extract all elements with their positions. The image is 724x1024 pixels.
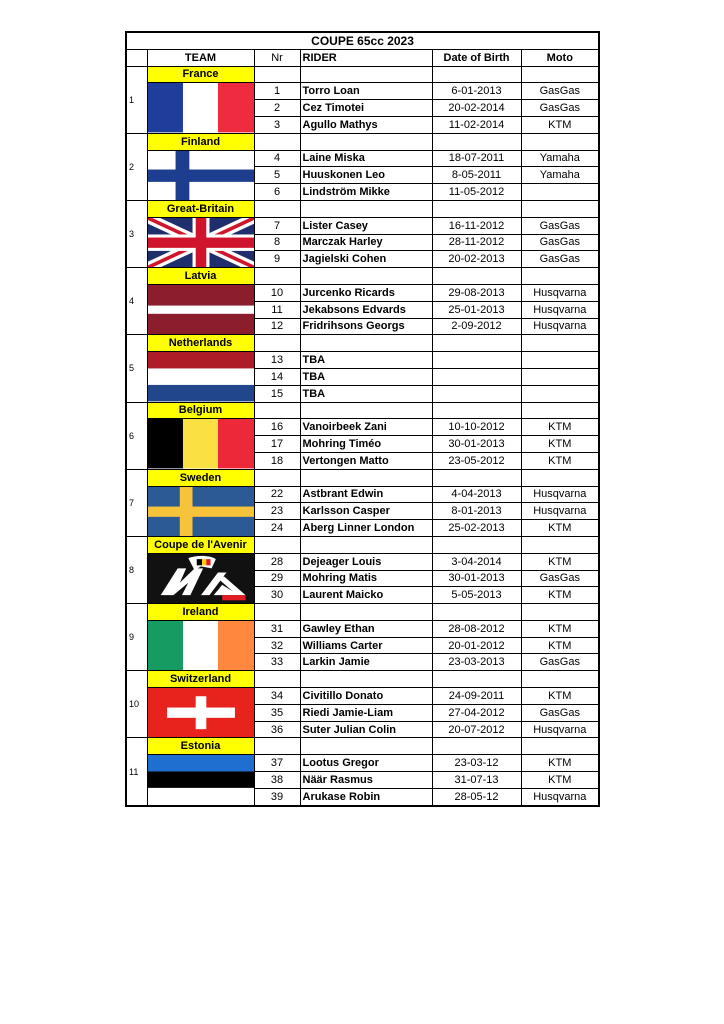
team-row-rider-blank [300, 469, 432, 486]
team-row-moto-blank [521, 335, 599, 352]
rider-moto: KTM [521, 436, 599, 453]
rider-moto: Husqvarna [521, 721, 599, 738]
switzerland-flag [147, 688, 254, 738]
finland-flag [147, 150, 254, 200]
team-index: 4 [126, 268, 147, 335]
switzerland-flag-image [148, 688, 254, 737]
entry-list-sheet [125, 31, 598, 807]
rider-dob: 23-03-2013 [432, 654, 521, 671]
rider-name: Mohring Timéo [300, 436, 432, 453]
rider-name: Astbrant Edwin [300, 486, 432, 503]
rider-moto: KTM [521, 755, 599, 772]
rider-number: 33 [254, 654, 300, 671]
team-name: Belgium [147, 402, 254, 419]
team-row-nr-blank [254, 133, 300, 150]
netherlands-flag-image [148, 352, 254, 401]
header-moto: Moto [521, 49, 599, 66]
rider-dob: 10-10-2012 [432, 419, 521, 436]
team-row-rider-blank [300, 738, 432, 755]
rider-number: 8 [254, 234, 300, 251]
rider-moto: GasGas [521, 251, 599, 268]
team-row-rider-blank [300, 66, 432, 83]
rider-moto: KTM [521, 553, 599, 570]
rider-dob [432, 385, 521, 402]
team-row-dob-blank [432, 200, 521, 217]
rider-moto: Husqvarna [521, 284, 599, 301]
team-index: 1 [126, 66, 147, 133]
rider-dob: 25-02-2013 [432, 520, 521, 537]
netherlands-flag [147, 352, 254, 402]
rider-moto: Yamaha [521, 150, 599, 167]
team-row [126, 66, 599, 83]
rider-number: 10 [254, 284, 300, 301]
rider-number: 24 [254, 520, 300, 537]
rider-row [126, 217, 599, 234]
team-row-nr-blank [254, 66, 300, 83]
rider-moto: GasGas [521, 704, 599, 721]
rider-dob: 4-04-2013 [432, 486, 521, 503]
team-row-moto-blank [521, 604, 599, 621]
rider-row [126, 83, 599, 100]
rider-moto: GasGas [521, 654, 599, 671]
rider-name: Huuskonen Leo [300, 167, 432, 184]
rider-moto: KTM [521, 772, 599, 789]
belgium-flag-image [148, 419, 254, 468]
rider-name: Gawley Ethan [300, 620, 432, 637]
team-row-nr-blank [254, 268, 300, 285]
rider-dob: 23-05-2012 [432, 452, 521, 469]
sheet-title: COUPE 65cc 2023 [126, 32, 599, 49]
rider-moto: KTM [521, 520, 599, 537]
rider-moto: KTM [521, 452, 599, 469]
rider-dob: 20-07-2012 [432, 721, 521, 738]
header-team: TEAM [147, 49, 254, 66]
rider-name: Fridrihsons Georgs [300, 318, 432, 335]
team-row [126, 268, 599, 285]
team-index: 8 [126, 536, 147, 603]
rider-dob: 28-08-2012 [432, 620, 521, 637]
entry-list-table [125, 31, 600, 807]
rider-number: 2 [254, 100, 300, 117]
team-row-moto-blank [521, 402, 599, 419]
rider-number: 32 [254, 637, 300, 654]
rider-name: TBA [300, 368, 432, 385]
rider-row [126, 419, 599, 436]
rider-number: 17 [254, 436, 300, 453]
rider-dob: 28-11-2012 [432, 234, 521, 251]
team-name: Netherlands [147, 335, 254, 352]
team-row-moto-blank [521, 268, 599, 285]
team-row-dob-blank [432, 66, 521, 83]
team-row [126, 335, 599, 352]
rider-number: 23 [254, 503, 300, 520]
rider-name: Williams Carter [300, 637, 432, 654]
team-row [126, 469, 599, 486]
rider-number: 4 [254, 150, 300, 167]
rider-name: Aberg Linner London [300, 520, 432, 537]
rider-row [126, 284, 599, 301]
rider-moto: Husqvarna [521, 503, 599, 520]
team-index: 2 [126, 133, 147, 200]
rider-name: Cez Timotei [300, 100, 432, 117]
team-index: 9 [126, 604, 147, 671]
rider-number: 30 [254, 587, 300, 604]
rider-moto: GasGas [521, 100, 599, 117]
rider-moto: GasGas [521, 570, 599, 587]
rider-dob [432, 368, 521, 385]
rider-dob: 29-08-2013 [432, 284, 521, 301]
team-index: 10 [126, 671, 147, 738]
rider-number: 22 [254, 486, 300, 503]
team-name: Great-Britain [147, 200, 254, 217]
rider-moto [521, 184, 599, 201]
rider-number: 35 [254, 704, 300, 721]
team-name: Finland [147, 133, 254, 150]
team-row [126, 536, 599, 553]
great-britain-flag [147, 217, 254, 267]
rider-row [126, 553, 599, 570]
team-row-moto-blank [521, 133, 599, 150]
team-row-moto-blank [521, 200, 599, 217]
team-index: 3 [126, 200, 147, 267]
team-index: 5 [126, 335, 147, 402]
rider-name: Laurent Maicko [300, 587, 432, 604]
rider-dob: 2-09-2012 [432, 318, 521, 335]
team-row-moto-blank [521, 738, 599, 755]
rider-dob: 31-07-13 [432, 772, 521, 789]
rider-name: Larkin Jamie [300, 654, 432, 671]
rider-moto: GasGas [521, 217, 599, 234]
rider-dob: 25-01-2013 [432, 301, 521, 318]
estonia-flag [147, 755, 254, 806]
rider-dob: 23-03-12 [432, 755, 521, 772]
france-flag [147, 83, 254, 133]
rider-number: 5 [254, 167, 300, 184]
team-row-dob-blank [432, 469, 521, 486]
team-row-rider-blank [300, 133, 432, 150]
rider-number: 29 [254, 570, 300, 587]
header-rider: RIDER [300, 49, 432, 66]
rider-number: 36 [254, 721, 300, 738]
team-name: Sweden [147, 469, 254, 486]
rider-name: Marczak Harley [300, 234, 432, 251]
rider-dob: 24-09-2011 [432, 688, 521, 705]
team-row-rider-blank [300, 402, 432, 419]
rider-number: 3 [254, 116, 300, 133]
rider-number: 37 [254, 755, 300, 772]
team-row-nr-blank [254, 200, 300, 217]
rider-number: 7 [254, 217, 300, 234]
team-row [126, 671, 599, 688]
team-row-moto-blank [521, 66, 599, 83]
team-row [126, 133, 599, 150]
rider-name: Lister Casey [300, 217, 432, 234]
team-row-dob-blank [432, 402, 521, 419]
rider-number: 39 [254, 788, 300, 805]
rider-number: 12 [254, 318, 300, 335]
team-row [126, 402, 599, 419]
team-name: Coupe de l'Avenir [147, 536, 254, 553]
rider-name: Lindström Mikke [300, 184, 432, 201]
sweden-flag [147, 486, 254, 536]
team-name: France [147, 66, 254, 83]
rider-name: Karlsson Casper [300, 503, 432, 520]
rider-number: 9 [254, 251, 300, 268]
rider-moto: GasGas [521, 83, 599, 100]
header-index-blank [126, 49, 147, 66]
rider-dob: 27-04-2012 [432, 704, 521, 721]
rider-moto [521, 385, 599, 402]
header-dob: Date of Birth [432, 49, 521, 66]
rider-name: Lootus Gregor [300, 755, 432, 772]
rider-dob: 30-01-2013 [432, 570, 521, 587]
rider-row [126, 688, 599, 705]
rider-moto: Yamaha [521, 167, 599, 184]
rider-row [126, 150, 599, 167]
rider-name: Torro Loan [300, 83, 432, 100]
header-row [126, 49, 599, 66]
rider-name: Jurcenko Ricards [300, 284, 432, 301]
team-row-rider-blank [300, 536, 432, 553]
team-name: Estonia [147, 738, 254, 755]
belgium-flag [147, 419, 254, 469]
team-row-nr-blank [254, 671, 300, 688]
rider-row [126, 352, 599, 369]
rider-dob: 28-05-12 [432, 788, 521, 805]
coupe-avenir-logo [147, 553, 254, 603]
ireland-flag [147, 620, 254, 670]
team-row [126, 604, 599, 621]
rider-name: Agullo Mathys [300, 116, 432, 133]
team-row [126, 738, 599, 755]
rider-moto: Husqvarna [521, 318, 599, 335]
rider-number: 31 [254, 620, 300, 637]
rider-dob: 20-02-2013 [432, 251, 521, 268]
rider-number: 28 [254, 553, 300, 570]
rider-name: Laine Miska [300, 150, 432, 167]
team-row-dob-blank [432, 335, 521, 352]
rider-name: Vanoirbeek Zani [300, 419, 432, 436]
rider-moto: KTM [521, 419, 599, 436]
title-row [126, 32, 599, 49]
team-row-rider-blank [300, 268, 432, 285]
rider-dob: 8-01-2013 [432, 503, 521, 520]
rider-number: 13 [254, 352, 300, 369]
team-row-nr-blank [254, 738, 300, 755]
rider-number: 6 [254, 184, 300, 201]
rider-name: Civitillo Donato [300, 688, 432, 705]
team-row-rider-blank [300, 335, 432, 352]
rider-name: Arukase Robin [300, 788, 432, 805]
finland-flag-image [148, 151, 254, 200]
team-row-nr-blank [254, 536, 300, 553]
team-row-nr-blank [254, 604, 300, 621]
team-row-nr-blank [254, 402, 300, 419]
team-row-rider-blank [300, 604, 432, 621]
rider-dob: 11-02-2014 [432, 116, 521, 133]
rider-dob: 30-01-2013 [432, 436, 521, 453]
rider-moto [521, 352, 599, 369]
rider-dob [432, 352, 521, 369]
table-body [126, 66, 599, 806]
rider-dob: 18-07-2011 [432, 150, 521, 167]
team-row-dob-blank [432, 268, 521, 285]
rider-name: Jagielski Cohen [300, 251, 432, 268]
rider-name: Jekabsons Edvards [300, 301, 432, 318]
team-index: 11 [126, 738, 147, 806]
team-row-dob-blank [432, 604, 521, 621]
rider-number: 16 [254, 419, 300, 436]
team-row-rider-blank [300, 671, 432, 688]
coupe-avenir-logo-image [148, 554, 254, 603]
team-row-dob-blank [432, 738, 521, 755]
rider-number: 38 [254, 772, 300, 789]
rider-moto: Husqvarna [521, 486, 599, 503]
latvia-flag-image [148, 285, 254, 334]
rider-moto: KTM [521, 587, 599, 604]
team-index: 6 [126, 402, 147, 469]
team-name: Ireland [147, 604, 254, 621]
latvia-flag [147, 284, 254, 334]
rider-dob: 16-11-2012 [432, 217, 521, 234]
rider-number: 34 [254, 688, 300, 705]
rider-number: 18 [254, 452, 300, 469]
rider-dob: 5-05-2013 [432, 587, 521, 604]
great-britain-flag-image [148, 218, 254, 267]
rider-moto [521, 368, 599, 385]
rider-row [126, 620, 599, 637]
rider-name: Suter Julian Colin [300, 721, 432, 738]
team-row-moto-blank [521, 536, 599, 553]
rider-moto: Husqvarna [521, 301, 599, 318]
team-row-dob-blank [432, 133, 521, 150]
rider-dob: 20-02-2014 [432, 100, 521, 117]
rider-name: Vertongen Matto [300, 452, 432, 469]
rider-dob: 8-05-2011 [432, 167, 521, 184]
team-row-nr-blank [254, 469, 300, 486]
rider-name: TBA [300, 385, 432, 402]
ireland-flag-image [148, 621, 254, 670]
rider-moto: Husqvarna [521, 788, 599, 805]
rider-row [126, 486, 599, 503]
rider-dob: 11-05-2012 [432, 184, 521, 201]
rider-moto: GasGas [521, 234, 599, 251]
rider-name: Näär Rasmus [300, 772, 432, 789]
sweden-flag-image [148, 487, 254, 536]
rider-moto: KTM [521, 620, 599, 637]
rider-name: Mohring Matis [300, 570, 432, 587]
rider-name: Riedi Jamie-Liam [300, 704, 432, 721]
team-row-moto-blank [521, 671, 599, 688]
team-row [126, 200, 599, 217]
team-row-dob-blank [432, 536, 521, 553]
rider-moto: KTM [521, 637, 599, 654]
header-nr: Nr [254, 49, 300, 66]
team-row-dob-blank [432, 671, 521, 688]
rider-dob: 20-01-2012 [432, 637, 521, 654]
team-row-moto-blank [521, 469, 599, 486]
france-flag-image [148, 83, 254, 132]
estonia-flag-image [148, 755, 254, 804]
team-name: Switzerland [147, 671, 254, 688]
rider-moto: KTM [521, 688, 599, 705]
rider-number: 11 [254, 301, 300, 318]
rider-dob: 3-04-2014 [432, 553, 521, 570]
team-row-rider-blank [300, 200, 432, 217]
team-name: Latvia [147, 268, 254, 285]
rider-moto: KTM [521, 116, 599, 133]
rider-name: Dejeager Louis [300, 553, 432, 570]
rider-name: TBA [300, 352, 432, 369]
rider-row [126, 755, 599, 772]
rider-dob: 6-01-2013 [432, 83, 521, 100]
team-index: 7 [126, 469, 147, 536]
rider-number: 15 [254, 385, 300, 402]
team-row-nr-blank [254, 335, 300, 352]
rider-number: 1 [254, 83, 300, 100]
rider-number: 14 [254, 368, 300, 385]
